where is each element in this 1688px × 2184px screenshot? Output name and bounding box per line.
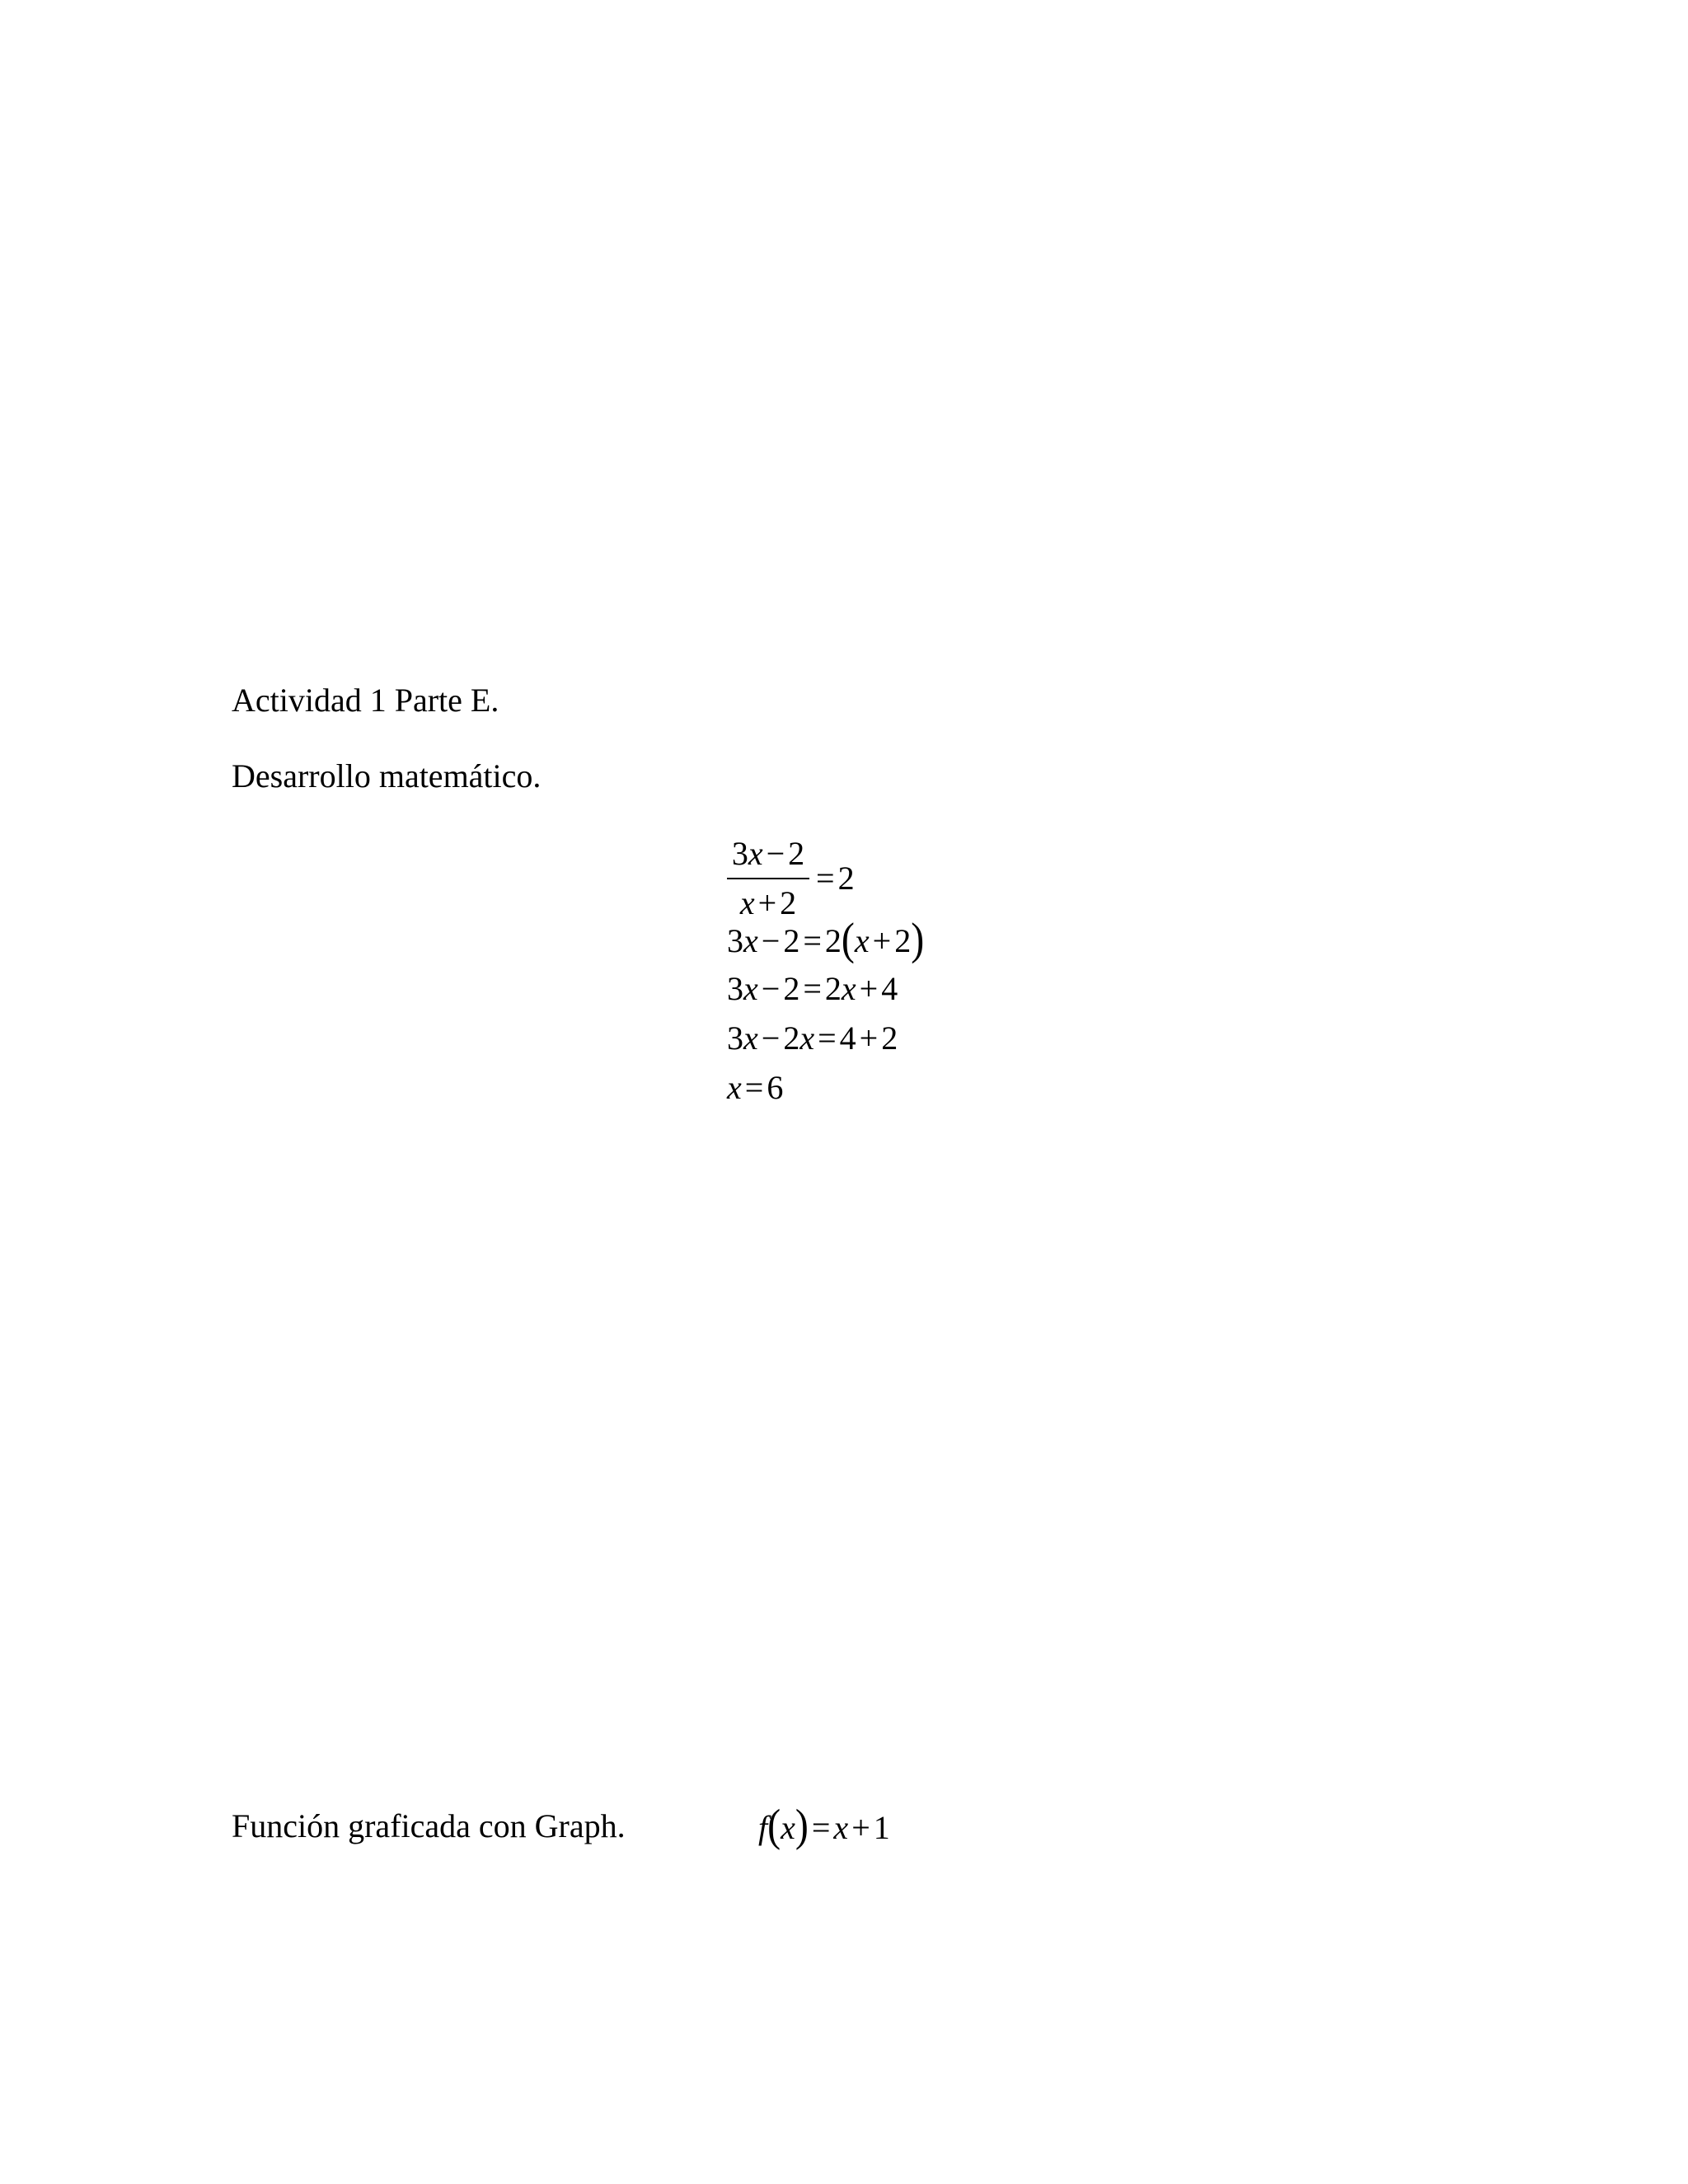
- page-title: Actividad 1 Parte E.: [232, 682, 499, 719]
- function-formula: f(x) = x + 1: [758, 1800, 890, 1851]
- equation-line-4: 3x − 2x = 4 + 2: [727, 1019, 898, 1057]
- equation-line-3: 3x − 2 = 2x + 4: [727, 970, 898, 1007]
- fraction-denominator: x + 2: [739, 884, 797, 921]
- fraction-numerator: 3x − 2: [731, 835, 805, 872]
- equation-line-5: x = 6: [727, 1069, 784, 1106]
- fraction-bar: [727, 878, 809, 879]
- section-heading: Desarrollo matemático.: [232, 757, 542, 794]
- function-caption: Función graficada con Graph.: [232, 1807, 626, 1844]
- fraction-rhs: = 2: [816, 860, 855, 897]
- equation-line-2: 3x − 2 = 2(x + 2): [727, 913, 925, 964]
